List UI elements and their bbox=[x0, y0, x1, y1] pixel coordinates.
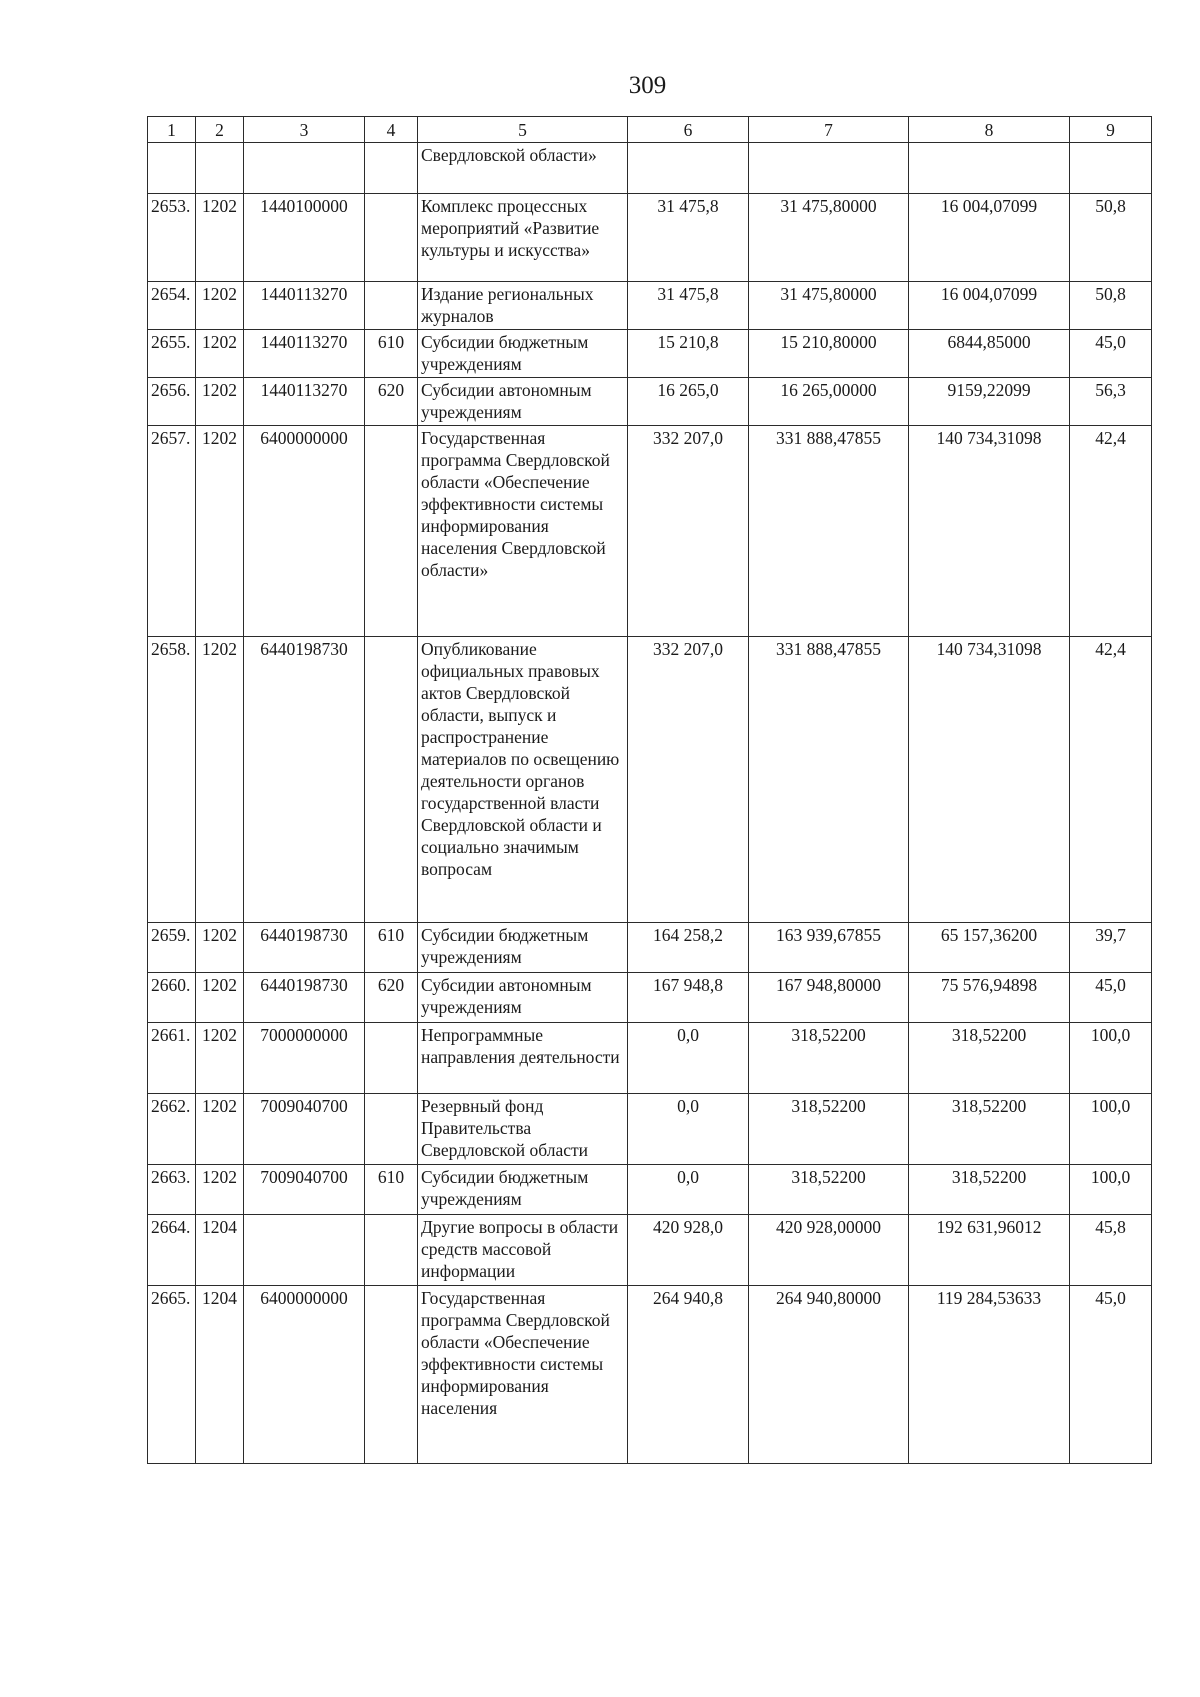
table-cell-col5: Издание региональных журналов bbox=[418, 282, 628, 330]
table-cell-col9: 50,8 bbox=[1070, 194, 1152, 282]
column-header: 9 bbox=[1070, 117, 1152, 143]
column-header: 6 bbox=[628, 117, 749, 143]
table-cell-col6: 15 210,8 bbox=[628, 330, 749, 378]
table-row bbox=[148, 426, 1152, 637]
table-cell-col3 bbox=[244, 143, 365, 194]
table-cell-col1: 2655. bbox=[148, 330, 196, 378]
table-cell-col7: 420 928,00000 bbox=[749, 1215, 909, 1286]
table-cell-col8: 9159,22099 bbox=[909, 378, 1070, 426]
column-header: 3 bbox=[244, 117, 365, 143]
table-cell-col9 bbox=[1070, 143, 1152, 194]
table-cell-col2: 1204 bbox=[196, 1286, 244, 1464]
table-cell-col3: 6440198730 bbox=[244, 923, 365, 973]
table-cell-col1: 2663. bbox=[148, 1165, 196, 1215]
table-cell-col8: 16 004,07099 bbox=[909, 194, 1070, 282]
table-row bbox=[148, 143, 1152, 194]
column-header: 7 bbox=[749, 117, 909, 143]
table-cell-col9: 56,3 bbox=[1070, 378, 1152, 426]
table-cell-col4: 620 bbox=[365, 973, 418, 1023]
table-cell-col4: 610 bbox=[365, 923, 418, 973]
table-cell-col4 bbox=[365, 1094, 418, 1165]
table-cell-col4 bbox=[365, 637, 418, 923]
table-cell-col6: 164 258,2 bbox=[628, 923, 749, 973]
table-cell-col8: 16 004,07099 bbox=[909, 282, 1070, 330]
table-cell-col1: 2659. bbox=[148, 923, 196, 973]
table-row bbox=[148, 637, 1152, 923]
table-cell-col6: 0,0 bbox=[628, 1023, 749, 1094]
table-cell-col1: 2662. bbox=[148, 1094, 196, 1165]
table-cell-col2: 1202 bbox=[196, 426, 244, 637]
table-cell-col9: 100,0 bbox=[1070, 1023, 1152, 1094]
table-cell-col2: 1202 bbox=[196, 923, 244, 973]
table-cell-col5: Свердловской области» bbox=[418, 143, 628, 194]
table-cell-col8: 119 284,53633 bbox=[909, 1286, 1070, 1464]
table-row bbox=[148, 330, 1152, 378]
table-cell-col7: 264 940,80000 bbox=[749, 1286, 909, 1464]
table-cell-col7: 163 939,67855 bbox=[749, 923, 909, 973]
table-cell-col5: Государственная программа Свердловской области «Обеспечение эффективности системы информирования населения Свердловской области» bbox=[418, 426, 628, 637]
table-cell-col3: 6400000000 bbox=[244, 1286, 365, 1464]
table-cell-col2: 1202 bbox=[196, 973, 244, 1023]
table-cell-col3: 1440113270 bbox=[244, 378, 365, 426]
table-row bbox=[148, 923, 1152, 973]
table-cell-col1: 2656. bbox=[148, 378, 196, 426]
table-cell-col6: 264 940,8 bbox=[628, 1286, 749, 1464]
table-row bbox=[148, 1094, 1152, 1165]
table-cell-col7: 331 888,47855 bbox=[749, 637, 909, 923]
table-cell-col3: 6440198730 bbox=[244, 973, 365, 1023]
table-cell-col9: 100,0 bbox=[1070, 1165, 1152, 1215]
table-cell-col8: 6844,85000 bbox=[909, 330, 1070, 378]
table-cell-col8: 318,52200 bbox=[909, 1165, 1070, 1215]
table-cell-col5: Субсидии бюджетным учреждениям bbox=[418, 1165, 628, 1215]
table-cell-col8: 75 576,94898 bbox=[909, 973, 1070, 1023]
table-cell-col5: Субсидии бюджетным учреждениям bbox=[418, 923, 628, 973]
table-cell-col2: 1202 bbox=[196, 330, 244, 378]
table-cell-col2: 1202 bbox=[196, 1094, 244, 1165]
table-cell-col1: 2661. bbox=[148, 1023, 196, 1094]
column-header: 4 bbox=[365, 117, 418, 143]
table-cell-col8: 318,52200 bbox=[909, 1023, 1070, 1094]
table-row bbox=[148, 282, 1152, 330]
table-cell-col4 bbox=[365, 143, 418, 194]
budget-table bbox=[147, 116, 1152, 1464]
table-cell-col6: 0,0 bbox=[628, 1094, 749, 1165]
table-cell-col5: Субсидии бюджетным учреждениям bbox=[418, 330, 628, 378]
table-cell-col1: 2654. bbox=[148, 282, 196, 330]
table-cell-col4: 620 bbox=[365, 378, 418, 426]
table-row bbox=[148, 378, 1152, 426]
table-cell-col2: 1202 bbox=[196, 378, 244, 426]
table-cell-col8: 140 734,31098 bbox=[909, 426, 1070, 637]
table-cell-col9: 42,4 bbox=[1070, 637, 1152, 923]
column-header: 8 bbox=[909, 117, 1070, 143]
table-cell-col3: 1440113270 bbox=[244, 330, 365, 378]
table-cell-col3: 7009040700 bbox=[244, 1094, 365, 1165]
table-cell-col4 bbox=[365, 1023, 418, 1094]
table-row bbox=[148, 194, 1152, 282]
table-cell-col3: 7009040700 bbox=[244, 1165, 365, 1215]
table-cell-col1: 2665. bbox=[148, 1286, 196, 1464]
table-cell-col4 bbox=[365, 1215, 418, 1286]
table-cell-col7: 318,52200 bbox=[749, 1165, 909, 1215]
table-cell-col6: 332 207,0 bbox=[628, 426, 749, 637]
table-cell-col9: 39,7 bbox=[1070, 923, 1152, 973]
table-cell-col3: 6440198730 bbox=[244, 637, 365, 923]
table-cell-col1: 2664. bbox=[148, 1215, 196, 1286]
table-cell-col6: 420 928,0 bbox=[628, 1215, 749, 1286]
table-cell-col8: 140 734,31098 bbox=[909, 637, 1070, 923]
table-cell-col2: 1202 bbox=[196, 1165, 244, 1215]
table-row bbox=[148, 1215, 1152, 1286]
table-cell-col5: Резервный фонд Правительства Свердловской области bbox=[418, 1094, 628, 1165]
table-cell-col1: 2658. bbox=[148, 637, 196, 923]
table-cell-col2: 1202 bbox=[196, 637, 244, 923]
table-cell-col6: 31 475,8 bbox=[628, 194, 749, 282]
table-cell-col8: 192 631,96012 bbox=[909, 1215, 1070, 1286]
table-cell-col3: 7000000000 bbox=[244, 1023, 365, 1094]
page-number: 309 bbox=[628, 72, 667, 99]
table-cell-col6: 31 475,8 bbox=[628, 282, 749, 330]
table-cell-col6: 0,0 bbox=[628, 1165, 749, 1215]
table-cell-col7: 31 475,80000 bbox=[749, 282, 909, 330]
table-cell-col5: Непрограммные направления деятельности bbox=[418, 1023, 628, 1094]
table-cell-col2: 1204 bbox=[196, 1215, 244, 1286]
table-cell-col4: 610 bbox=[365, 1165, 418, 1215]
table-cell-col5: Государственная программа Свердловской области «Обеспечение эффективности системы информирования населения bbox=[418, 1286, 628, 1464]
table-cell-col2: 1202 bbox=[196, 282, 244, 330]
table-cell-col7: 318,52200 bbox=[749, 1094, 909, 1165]
table-cell-col5: Другие вопросы в области средств массовой информации bbox=[418, 1215, 628, 1286]
table-cell-col8: 318,52200 bbox=[909, 1094, 1070, 1165]
table-header-row bbox=[148, 117, 1152, 143]
table-cell-col6: 16 265,0 bbox=[628, 378, 749, 426]
table-cell-col1: 2657. bbox=[148, 426, 196, 637]
table-cell-col8 bbox=[909, 143, 1070, 194]
table-row bbox=[148, 1165, 1152, 1215]
table-cell-col2: 1202 bbox=[196, 194, 244, 282]
table-cell-col7: 318,52200 bbox=[749, 1023, 909, 1094]
column-header: 5 bbox=[418, 117, 628, 143]
column-header: 1 bbox=[148, 117, 196, 143]
table-cell-col3: 1440100000 bbox=[244, 194, 365, 282]
table-cell-col5: Субсидии автономным учреждениям bbox=[418, 378, 628, 426]
table-cell-col8: 65 157,36200 bbox=[909, 923, 1070, 973]
table-cell-col7: 16 265,00000 bbox=[749, 378, 909, 426]
table-cell-col1: 2660. bbox=[148, 973, 196, 1023]
table-cell-col7: 167 948,80000 bbox=[749, 973, 909, 1023]
table-cell-col6: 332 207,0 bbox=[628, 637, 749, 923]
table-cell-col1: 2653. bbox=[148, 194, 196, 282]
table-cell-col5: Опубликование официальных правовых актов Свердловской области, выпуск и распространение материалов по освещению деятельности органов государственной власти Свердловской области и социально значимым вопросам bbox=[418, 637, 628, 923]
table-cell-col7: 15 210,80000 bbox=[749, 330, 909, 378]
table-cell-col7 bbox=[749, 143, 909, 194]
table-cell-col9: 45,8 bbox=[1070, 1215, 1152, 1286]
table-cell-col4: 610 bbox=[365, 330, 418, 378]
column-header: 2 bbox=[196, 117, 244, 143]
table-cell-col6 bbox=[628, 143, 749, 194]
table-cell-col2: 1202 bbox=[196, 1023, 244, 1094]
table-cell-col6: 167 948,8 bbox=[628, 973, 749, 1023]
table-cell-col2 bbox=[196, 143, 244, 194]
table-cell-col4 bbox=[365, 1286, 418, 1464]
table-cell-col4 bbox=[365, 282, 418, 330]
table-cell-col5: Субсидии автономным учреждениям bbox=[418, 973, 628, 1023]
table-row bbox=[148, 973, 1152, 1023]
page-number-container bbox=[0, 72, 1200, 100]
table-cell-col3: 6400000000 bbox=[244, 426, 365, 637]
table-cell-col3 bbox=[244, 1215, 365, 1286]
table-cell-col9: 100,0 bbox=[1070, 1094, 1152, 1165]
table-cell-col9: 45,0 bbox=[1070, 1286, 1152, 1464]
table-cell-col4 bbox=[365, 194, 418, 282]
table-cell-col9: 50,8 bbox=[1070, 282, 1152, 330]
table-cell-col9: 45,0 bbox=[1070, 973, 1152, 1023]
table-cell-col1 bbox=[148, 143, 196, 194]
table-cell-col9: 45,0 bbox=[1070, 330, 1152, 378]
table-cell-col4 bbox=[365, 426, 418, 637]
table-row bbox=[148, 1023, 1152, 1094]
table-cell-col7: 331 888,47855 bbox=[749, 426, 909, 637]
table-row bbox=[148, 1286, 1152, 1464]
table-cell-col7: 31 475,80000 bbox=[749, 194, 909, 282]
table-cell-col9: 42,4 bbox=[1070, 426, 1152, 637]
table-cell-col3: 1440113270 bbox=[244, 282, 365, 330]
table-cell-col5: Комплекс процессных мероприятий «Развитие культуры и искусства» bbox=[418, 194, 628, 282]
